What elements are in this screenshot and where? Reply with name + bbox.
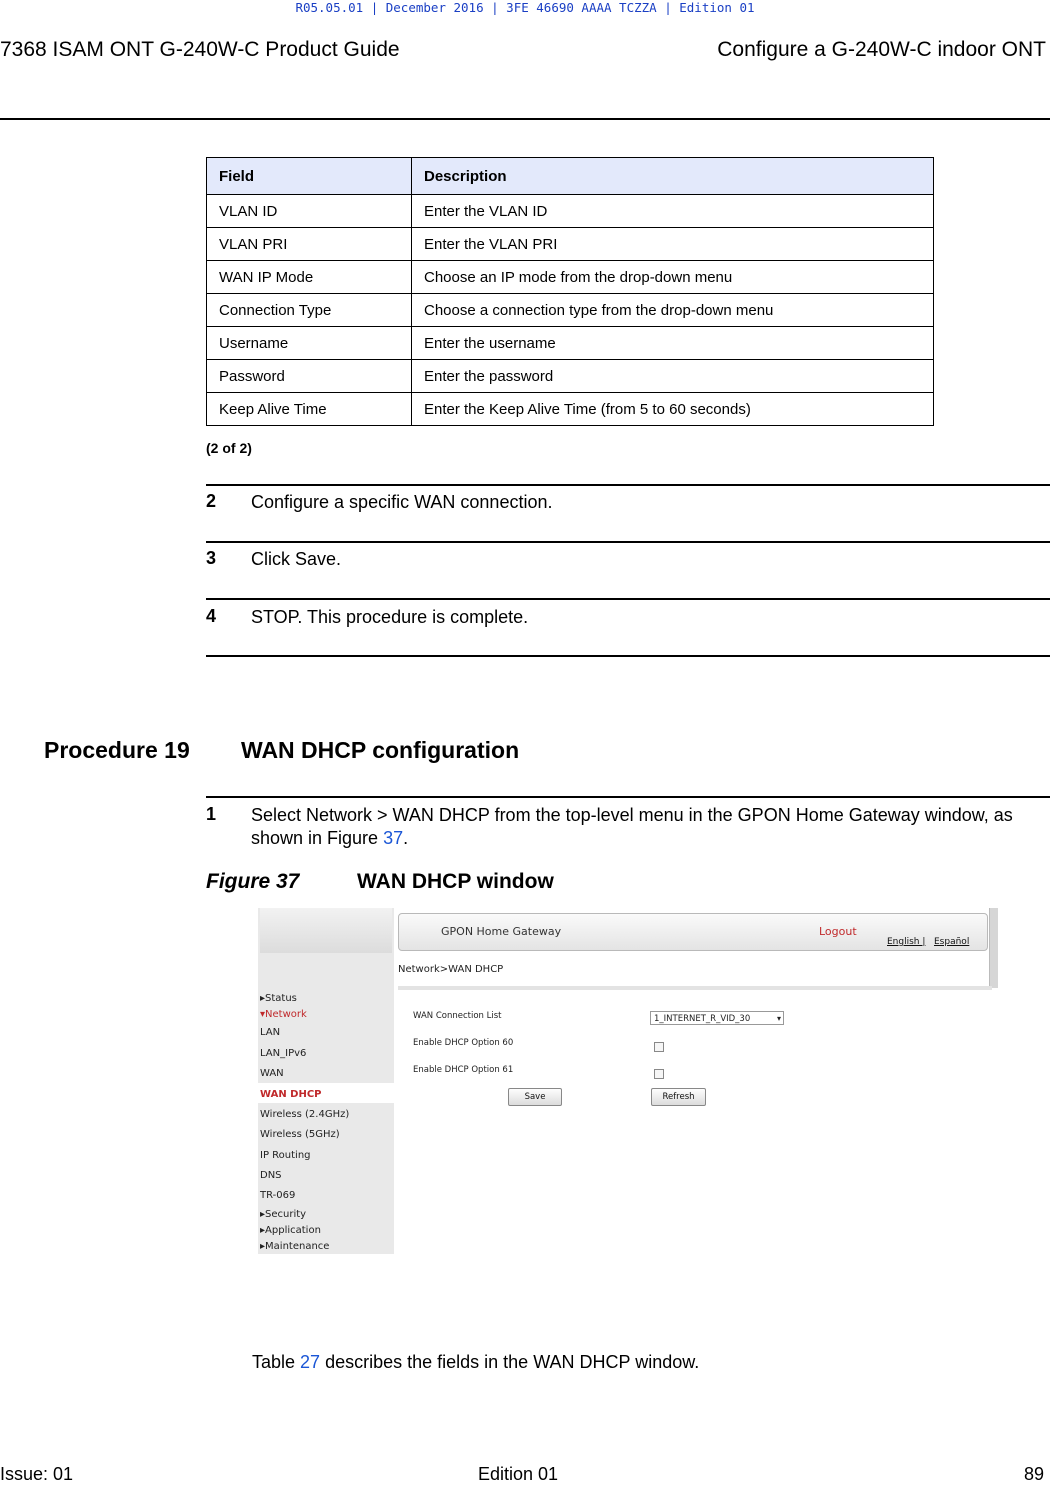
step-number: 4: [206, 606, 217, 626]
gateway-top-bar: [398, 913, 988, 951]
field-cell: Keep Alive Time: [207, 393, 412, 426]
dhcp-option-60-label: Enable DHCP Option 60: [413, 1038, 514, 1048]
table-header-row: [207, 158, 934, 195]
nav-item-security[interactable]: ▸Security: [260, 1209, 307, 1220]
window-scrollbar[interactable]: [989, 908, 998, 988]
column-header-field: Field: [207, 158, 412, 195]
field-cell: WAN IP Mode: [207, 261, 412, 294]
dhcp-option-61-label: Enable DHCP Option 61: [413, 1065, 514, 1075]
table-row: [207, 327, 934, 360]
breadcrumb-divider: [398, 986, 992, 990]
nav-item-lan-ipv6[interactable]: LAN_IPv6: [260, 1048, 307, 1059]
document-reference: R05.05.01 | December 2016 | 3FE 46690 AAAA TCZZA | Edition 01: [295, 0, 755, 15]
breadcrumb: Network>WAN DHCP: [398, 964, 504, 975]
step-number: 3: [206, 548, 217, 568]
nav-item-application[interactable]: ▸Application: [260, 1225, 321, 1236]
figure-caption: [206, 870, 554, 894]
step-divider: [206, 484, 1050, 486]
procedure-heading: [44, 737, 520, 764]
nav-item-wan-dhcp[interactable]: WAN DHCP: [260, 1089, 322, 1100]
nav-item-status[interactable]: ▸Status: [260, 993, 297, 1004]
save-button[interactable]: Save: [508, 1088, 562, 1106]
step-text: Click Save.: [251, 549, 342, 569]
description-cell: Enter the password: [412, 360, 934, 393]
header-guide-title: 7368 ISAM ONT G-240W-C Product Guide: [0, 38, 400, 61]
field-cell: Password: [207, 360, 412, 393]
description-cell: Enter the Keep Alive Time (from 5 to 60 seconds): [412, 393, 934, 426]
step-text: Configure a specific WAN connection.: [251, 492, 553, 512]
column-header-description: Description: [412, 158, 934, 195]
nav-item-wireless-24[interactable]: Wireless (2.4GHz): [260, 1109, 350, 1120]
table-row: [207, 294, 934, 327]
table-row: [207, 261, 934, 294]
nav-item-ip-routing[interactable]: IP Routing: [260, 1150, 311, 1161]
table-page-indicator: (2 of 2): [206, 440, 252, 456]
wan-connection-list-select[interactable]: [650, 1011, 784, 1025]
description-cell: Enter the VLAN PRI: [412, 228, 934, 261]
description-cell: Choose a connection type from the drop-down menu: [412, 294, 934, 327]
field-cell: VLAN PRI: [207, 228, 412, 261]
table-link[interactable]: 27: [300, 1352, 321, 1372]
nav-item-wan[interactable]: WAN: [260, 1068, 284, 1079]
step-number: 1: [206, 804, 217, 824]
logout-link[interactable]: Logout: [819, 925, 857, 938]
wan-dhcp-screenshot: [258, 908, 998, 1298]
sidebar-banner: [260, 908, 392, 953]
wan-connection-list-value: 1_INTERNET_R_VID_30: [654, 1014, 751, 1024]
table-row: [207, 360, 934, 393]
header-chapter-title: Configure a G-240W-C indoor ONT: [717, 38, 1046, 61]
field-cell: Username: [207, 327, 412, 360]
chevron-down-icon: ▾: [776, 1014, 781, 1023]
description-cell: Enter the VLAN ID: [412, 195, 934, 228]
nav-item-lan[interactable]: LAN: [260, 1027, 281, 1038]
table-row: [207, 195, 934, 228]
nav-item-dns[interactable]: DNS: [260, 1170, 282, 1181]
header-divider: [0, 118, 1050, 120]
footer-page-number: 89: [1023, 1464, 1044, 1484]
table-reference-text: Table 27 describes the fields in the WAN DHCP window.: [252, 1352, 700, 1372]
footer-edition: Edition 01: [478, 1464, 559, 1484]
procedure-divider: [206, 796, 1050, 798]
field-description-table: [206, 157, 934, 426]
refresh-button[interactable]: Refresh: [651, 1088, 706, 1106]
step-text: STOP. This procedure is complete.: [251, 607, 529, 627]
figure-label: Figure 37: [206, 870, 300, 893]
dhcp-option-60-checkbox[interactable]: [654, 1042, 664, 1052]
wan-connection-list-label: WAN Connection List: [413, 1011, 502, 1021]
step-text: Select Network > WAN DHCP from the top-level menu in the GPON Home Gateway window, as shown in Figure 37.: [251, 805, 1013, 848]
nav-item-tr069[interactable]: TR-069: [260, 1190, 296, 1201]
nav-item-maintenance[interactable]: ▸Maintenance: [260, 1241, 330, 1252]
table-row: [207, 228, 934, 261]
language-english-link[interactable]: English |: [887, 937, 926, 947]
field-cell: Connection Type: [207, 294, 412, 327]
step-divider: [206, 655, 1050, 657]
side-navigation: [258, 908, 394, 1254]
description-cell: Enter the username: [412, 327, 934, 360]
description-cell: Choose an IP mode from the drop-down menu: [412, 261, 934, 294]
step-divider: [206, 541, 1050, 543]
figure-link[interactable]: 37: [383, 828, 404, 848]
language-espanol-link[interactable]: Español: [934, 937, 970, 947]
gateway-title: GPON Home Gateway: [441, 925, 562, 938]
procedure-label: Procedure 19: [44, 737, 190, 763]
nav-item-wireless-5[interactable]: Wireless (5GHz): [260, 1129, 340, 1140]
field-cell: VLAN ID: [207, 195, 412, 228]
step-number: 2: [206, 491, 217, 511]
dhcp-option-61-checkbox[interactable]: [654, 1069, 664, 1079]
step-divider: [206, 598, 1050, 600]
procedure-title: WAN DHCP configuration: [241, 737, 520, 763]
nav-item-network[interactable]: ▾Network: [260, 1009, 307, 1020]
table-row: [207, 393, 934, 426]
footer-issue: Issue: 01: [0, 1464, 74, 1484]
figure-title: WAN DHCP window: [357, 870, 554, 893]
